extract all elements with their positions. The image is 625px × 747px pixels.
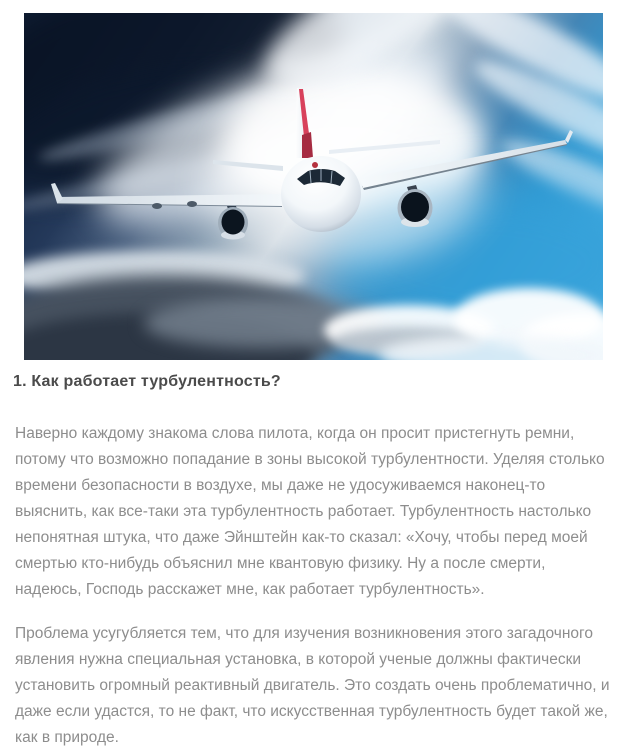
- flap-fairing: [152, 203, 162, 209]
- left-engine-inlet: [222, 210, 245, 235]
- tail-fin-red-base: [302, 132, 313, 158]
- article-paragraph-2: Проблема усугубляется тем, что для изучения возникновения этого загадочного явления нужна специальная установка, в которой ученые должны фактически установить огромный реактивный двигатель. Это создать очень проблематично, и даже если удастся, то не факт, что искусственная турбулентность будет такой же, как в природе.: [15, 625, 610, 746]
- airplane-photo: [24, 13, 603, 360]
- right-engine-inlet: [401, 192, 429, 222]
- article-paragraph-1: Наверно каждому знакома слова пилота, когда он просит пристегнуть ремни, потому что возможно попадание в зоны высокой турбулентности. Уделяя столько времени безопасности в воздухе, мы даже не удосуживаемся наконец-то выяснить, как все-таки эта турбулентность работает. Турбулентность настолько непонятная штука, что даже Эйнштейн как-то сказал: «Хочу, чтобы перед моей смертью кто-нибудь объяснил мне квантовую физику. Ну а после смерти, надеюсь, Господь расскажет мне, как работает турбулентность».: [15, 425, 605, 598]
- left-winglet: [51, 183, 63, 203]
- left-tailplane: [213, 160, 283, 171]
- right-winglet: [565, 130, 573, 143]
- airplane-illustration: [24, 13, 603, 360]
- article-heading: 1. Как работает турбулентность?: [13, 373, 281, 390]
- right-tailplane: [329, 140, 440, 154]
- flap-fairing: [187, 201, 197, 207]
- fuselage: [281, 156, 361, 232]
- airline-logo-dot: [312, 162, 318, 168]
